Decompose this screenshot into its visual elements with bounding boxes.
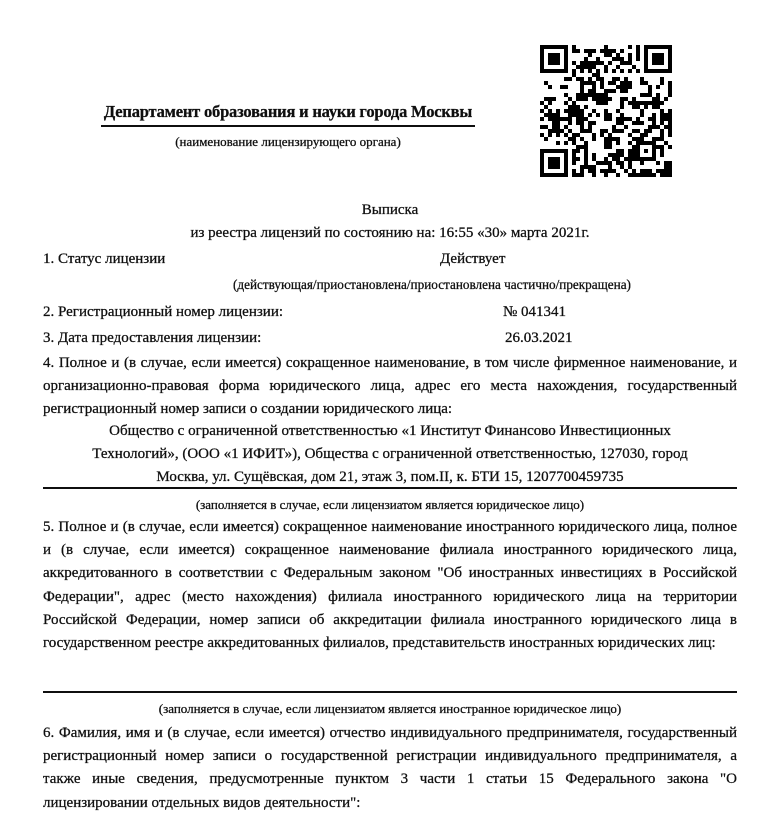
- document-title-line2: из реестра лицензий по состоянию на: 16:55 «30» марта 2021г.: [190, 225, 590, 242]
- field-registration-number-label: 2. Регистрационный номер лицензии:: [43, 304, 284, 320]
- field-license-status-label: 1. Статус лицензии: [43, 251, 166, 267]
- section-4-caption: (заполняется в случае, если лицензиатом является юридическое лицо): [195, 497, 585, 512]
- field-grant-date-label: 3. Дата предоставления лицензии:: [43, 330, 262, 346]
- qr-code-icon: [540, 45, 672, 177]
- section-6-paragraph: 6. Фамилия, имя и (в случае, если имеется) отчество индивидуального предпринимателя, государственный регистрационный номер записи о государственной регистрации индивидуального предпринимателя, а также иные сведения, предусмотренные пунктом 3 части 1 статьи 15 Федерального закона "О лицензировании отдельных видов деятельности":: [43, 725, 737, 811]
- section-5-caption: (заполняется в случае, если лицензиатом является иностранное юридическое лицо): [158, 701, 622, 716]
- section-4-paragraph: 4. Полное и (в случае, если имеется) сокращенное наименование, в том числе фирменное наименование, и организационно-правовая форма юридического лица, адрес его места нахождения, государственный регистрационный номер записи о создании юридического лица:: [43, 355, 737, 418]
- header: [40, 101, 536, 149]
- divider-line-legal-entity: [43, 487, 737, 489]
- licensing-authority-caption: (наименование лицензирующего органа): [175, 134, 401, 149]
- licensee-details: Общество с ограниченной ответственностью «1 Институт Финансово Инвестиционных Технологий», (ООО «1 ИФИТ»), Общества с ограниченной ответственностью, 127030, город Москва, ул. Сущёвская, дом 21, этаж 3, пом.II, к. БТИ 15, 1207700459735: [92, 423, 688, 486]
- document-title: [43, 199, 737, 245]
- field-license-status-value: Действует: [440, 251, 506, 267]
- field-registration-number-value: № 041341: [503, 304, 567, 320]
- section-5-paragraph: 5. Полное и (в случае, если имеется) сокращенное наименование иностранного юридического лица, полное и (в случае, если имеется) сокращенное наименование филиала иностранного юридического лица, аккредитованного в соответствии с Федеральным законом "Об иностранных инвестициях в Российской Федерации", адрес (место нахождения) филиала иностранного юридического лица на территории Российской Федерации, номер записи об аккредитации филиала иностранного юридического лица в государственном реестре аккредитованных филиалов, представительств иностранных юридических лиц:: [43, 519, 737, 652]
- field-license-status-caption: (действующая/приостановлена/приостановлена частично/прекращена): [233, 277, 631, 292]
- divider-line-foreign-entity: [43, 691, 737, 693]
- document-title-line1: Выписка: [361, 202, 419, 218]
- field-grant-date-value: 26.03.2021: [505, 330, 573, 346]
- licensing-authority-name: Департамент образования и науки города Москвы: [101, 101, 475, 127]
